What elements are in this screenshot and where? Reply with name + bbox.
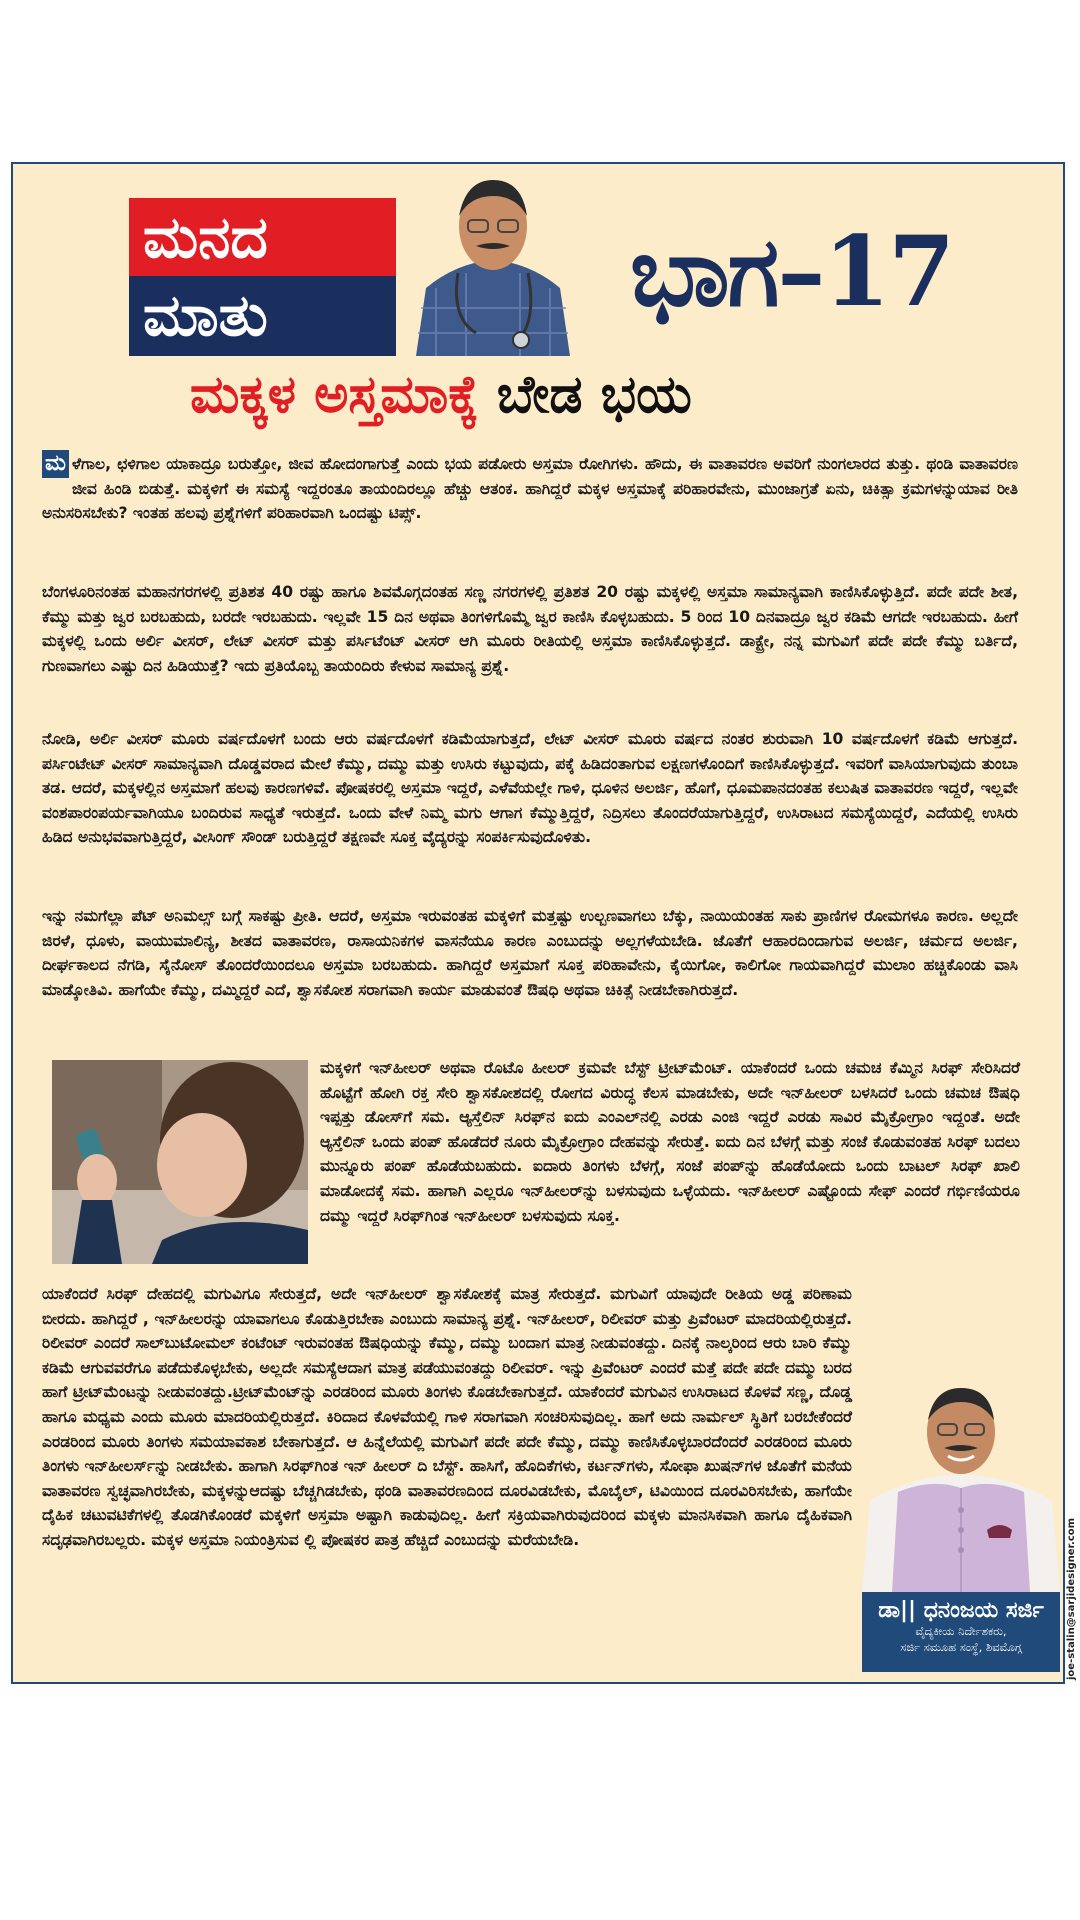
- article-paragraph-5: ಮಕ್ಕಳಿಗೆ ಇನ್‌ಹೀಲರ್ ಅಥವಾ ರೊಟೊ ಹೀಲರ್ ಕ್ರಮವೇ ಬೆಸ್ಟ್ ಟ್ರೀಟ್‌ಮೆಂಟ್. ಯಾಕೆಂದರೆ ಒಂದು ಚಮಚ ಕೆಮ್ಮಿನ ಸಿರಫ್ ಸೇರಿಸಿದರೆ ಹೊಟ್ಟೆಗೆ ಹೋಗಿ ರಕ್ತ ಸೇರಿ ಶ್ವಾಸಕೋಶದಲ್ಲಿ ರೋಗದ ವಿರುದ್ಧ ಕೆಲಸ ಮಾಡಬೇಕು, ಅದೇ ಇನ್‌ಹೀಲರ್ ಬಳಸಿದರೆ ಒಂದು ಚಮಚ ಔಷಧಿ ಇಪ್ಪತ್ತು ಡೋಸ್‌ಗೆ ಸಮ. ಆ್ಯಸ್ತೆಲಿನ್ ಸಿರಫ್‌ನ ಐದು ಎಂಎಲ್‌ನಲ್ಲಿ ಎರಡು ಎಂಜಿ ಇದ್ದರೆ ಎರಡು ಸಾವಿರ ಮೈಕ್ರೋಗ್ರಾಂ ಇದ್ದಂತೆ. ಅದೇ ಆ್ಯಸ್ತೆಲಿನ್ ಒಂದು ಪಂಪ್ ಹೊಡೆದರೆ ನೂರು ಮೈಕ್ರೋಗ್ರಾಂ ದೇಹವನ್ನು ಸೇರುತ್ತೆ. ಐದು ದಿನ ಬೆಳಗ್ಗೆ ಮತ್ತು ಸಂಜೆ ಕೊಡುವಂತಹ ಸಿರಫ್ ಬದಲು ಮುನ್ನೂರು ಪಂಪ್ ಹೊಡೆಯಬಹುದು. ಐದಾರು ತಿಂಗಳು ಬೆಳಗ್ಗೆ, ಸಂಜೆ ಪಂಪ್‌ನ್ನು ಹೊಡೆಯೋದು ಒಂದು ಬಾಟಲ್ ಸಿರಫ್ ಖಾಲಿ ಮಾಡೋದಕ್ಕೆ ಸಮ. ಹಾಗಾಗಿ ಎಲ್ಲರೂ ಇನ್‌ಹೀಲರ್‌ನ್ನು ಬಳಸುವುದು ಒಳ್ಳೆಯದು. ಇನ್‌ಹೀಲರ್ ಎಷ್ಟೊಂದು ಸೇಫ್ ಎಂದರೆ ಗರ್ಭಿಣಿಯರೂ ದಮ್ಮು ಇದ್ದರೆ ಸಿರಫ್‌ಗಿಂತ ಇನ್‌ಹೀಲರ್ ಬಳಸುವುದು ಸೂಕ್ತ.: [320, 1059, 1020, 1225]
- article-paragraph-6: ಯಾಕೆಂದರೆ ಸಿರಫ್ ದೇಹದಲ್ಲಿ ಮಗುವಿಗೂ ಸೇರುತ್ತದೆ, ಅದೇ ಇನ್‌ಹೀಲರ್ ಶ್ವಾಸಕೋಶಕ್ಕೆ ಮಾತ್ರ ಸೇರುತ್ತದೆ. ಮಗುವಿಗೆ ಯಾವುದೇ ರೀತಿಯ ಅಡ್ಡ ಪರಿಣಾಮ ಬೀರದು. ಹಾಗಿದ್ದರೆ , ಇನ್‌ಹೀಲರನ್ನು ಯಾವಾಗಲೂ ಕೊಡುತ್ತಿರಬೇಕಾ ಎಂಬುದು ಸಾಮಾನ್ಯ ಪ್ರಶ್ನೆ. ಇನ್‌ಹೀಲರ್, ರಿಲೀವರ್ ಮತ್ತು ಪ್ರಿವೆಂಟರ್ ಮಾದರಿಯಲ್ಲಿರುತ್ತದೆ. ರಿಲೀವರ್ ಎಂದರೆ ಸಾಲ್‌ಬುಟೋಮಲ್ ಕಂಟೆಂಟ್ ಇರುವಂತಹ ಔಷಧಿಯನ್ನು ಕೆಮ್ಮು, ದಮ್ಮು ಬಂದಾಗ ಮಾತ್ರ ನೀಡುವಂತದ್ದು. ದಿನಕ್ಕೆ ನಾಲ್ಕರಿಂದ ಆರು ಬಾರಿ ಕೆಮ್ಮು ಕಡಿಮೆ ಆಗುವವರೆಗೂ ಪಡೆದುಕೊಳ್ಳಬೇಕು, ಅಲ್ಲದೇ ಸಮಸ್ಯೆಆದಾಗ ಮಾತ್ರ ಪಡೆಯುವಂತದ್ದು ರಿಲೀವರ್. ಇನ್ನು ಪ್ರಿವೆಂಟರ್ ಎಂದರೆ ಮತ್ತೆ ಪದೇ ಪದೇ ದಮ್ಮು ಬರದ ಹಾಗೆ ಟ್ರೀಟ್‌ಮೆಂಟನ್ನು ನೀಡುವಂತದ್ದು.ಟ್ರೀಟ್‌ಮೆಂಟ್‌ನ್ನು ಎರಡರಿಂದ ಮೂರು ತಿಂಗಳು ಕೊಡಬೇಕಾಗುತ್ತದೆ. ಯಾಕೆಂದರೆ ಮಗುವಿನ ಉಸಿರಾಟದ ಕೊಳವೆ ಸಣ್ಣ, ದೊಡ್ಡ ಹಾಗೂ ಮಧ್ಯಮ ಎಂದು ಮೂರು ಮಾದರಿಯಲ್ಲಿರುತ್ತದೆ. ಕಿರಿದಾದ ಕೊಳವೆಯಲ್ಲಿ ಗಾಳಿ ಸರಾಗವಾಗಿ ಸಂಚರಿಸುವುದಿಲ್ಲ. ಹಾಗೆ ಅದು ನಾರ್ಮಲ್ ಸ್ಥಿತಿಗೆ ಬರಬೇಕೆಂದರೆ ಎರಡರಿಂದ ಮೂರು ತಿಂಗಳು ಸಮಯಾವಕಾಶ ಬೇಕಾಗುತ್ತದೆ. ಆ ಹಿನ್ನೆಲೆಯಲ್ಲಿ ಮಗುವಿಗೆ ಪದೇ ಪದೇ ಕೆಮ್ಮು, ದಮ್ಮು ಕಾಣಿಸಿಕೊಳ್ಳಬಾರದೆಂದರೆ ಎರಡರಿಂದ ಮೂರು ತಿಂಗಳು ಇನ್‌ಹೀಲರ್ಸ್‌ನ್ನು ನೀಡಬೇಕು. ಹಾಗಾಗಿ ಸಿರಫ್‌ಗಿಂತ ಇನ್ ಹೀಲರ್ ದಿ ಬೆಸ್ಟ್. ಹಾಸಿಗೆ, ಹೊದಿಕೆಗಳು, ಕರ್ಟನ್‌ಗಳು, ಸೋಫಾ ಖುಷನ್‌ಗಳ ಜೊತೆಗೆ ಮನೆಯ ವಾತಾವರಣ ಸ್ವಚ್ಛವಾಗಿರಬೇಕು, ಮಕ್ಕಳನ್ನುಆದಷ್ಟು ಬೆಚ್ಚಗಿಡಬೇಕು, ಥಂಡಿ ವಾತಾವರಣದಿಂದ ದೂರವಿಡಬೇಕು, ಮೊಬೈಲ್, ಟಿವಿಯಿಂದ ದೂರವಿರಿಸಬೇಕು, ಹಾಗೆಯೇ ದೈಹಿಕ ಚಟುವಟಿಕೆಗಳಲ್ಲಿ ತೊಡಗಿಕೊಂಡರೆ ಮಕ್ಕಳಿಗೆ ಅಸ್ತಮಾ ಅಷ್ಟಾಗಿ ಕಾಡುವುದಿಲ್ಲ. ಹೀಗೆ ಸಕ್ರಿಯವಾಗಿರುವುದರಿಂದ ಮಕ್ಕಳು ಮಾನಸಿಕವಾಗಿ ಹಾಗೂ ದೈಹಿಕವಾಗಿ ಸದೃಢವಾಗಿರಬಲ್ಲರು. ಮಕ್ಕಳ ಅಸ್ತಮಾ ನಿಯಂತ್ರಿಸುವ ಲ್ಲಿ ಪೋಷಕರ ಪಾತ್ರ ಹೆಚ್ಚಿದೆ ಎಂಬುದನ್ನು ಮರೆಯಬೇಡಿ.: [42, 1285, 852, 1549]
- author-name: ಡಾ|| ಧನಂಜಯ ಸರ್ಜಿ: [878, 1598, 1044, 1623]
- author-name-box: [862, 1592, 1060, 1672]
- author-portrait: [862, 1380, 1060, 1592]
- article-paragraph-2: ಬೆಂಗಳೂರಿನಂತಹ ಮಹಾನಗರಗಳಲ್ಲಿ ಪ್ರತಿಶತ 40 ರಷ್ಟು ಹಾಗೂ ಶಿವಮೊಗ್ಗದಂತಹ ಸಣ್ಣ ನಗರಗಳಲ್ಲಿ ಪ್ರತಿಶತ 20 ರಷ್ಟು ಮಕ್ಕಳಲ್ಲಿ ಅಸ್ತಮಾ ಸಾಮಾನ್ಯವಾಗಿ ಕಾಣಿಸಿಕೊಳ್ಳುತ್ತಿದೆ. ಪದೇ ಪದೇ ಶೀತ, ಕೆಮ್ಮು ಮತ್ತು ಜ್ವರ ಬರಬಹುದು, ಬರದೇ ಇರಬಹುದು. ಇಲ್ಲವೇ 15 ದಿನ ಅಥವಾ ತಿಂಗಳಿಗೊಮ್ಮೆ ಜ್ವರ ಕಾಣಿಸಿ ಕೊಳ್ಳಬಹುದು. 5 ರಿಂದ 10 ದಿನವಾದ್ರೂ ಜ್ವರ ಕಡಿಮೆ ಆಗದೇ ಇರಬಹುದು. ಹೀಗೆ ಮಕ್ಕಳಲ್ಲಿ ಒಂದು ಅರ್ಲಿ ವೀಸರ್, ಲೇಟ್ ವೀಸರ್ ಮತ್ತು ಪರ್ಸಿಟೆಂಟ್ ವೀಸರ್ ಆಗಿ ಮೂರು ರೀತಿಯಲ್ಲಿ ಅಸ್ತಮಾ ಕಾಣಿಸಿಕೊಳ್ಳುತ್ತದೆ. ಡಾಕ್ಟ್ರೇ, ನನ್ನ ಮಗುವಿಗೆ ಪದೇ ಪದೇ ಕೆಮ್ಮು ಬರ್ತಿದೆ, ಗುಣವಾಗಲು ಎಷ್ಟು ದಿನ ಹಿಡಿಯುತ್ತೆ? ಇದು ಪ್ರತಿಯೊಬ್ಬ ತಾಯಂದಿರು ಕೇಳುವ ಸಾಮಾನ್ಯ ಪ್ರಶ್ನೆ.: [42, 583, 1018, 675]
- headline-red: ಮಕ್ಕಳ ಅಸ್ತಮಾಕ್ಕೆ: [190, 365, 479, 425]
- article-paragraph-4: ಇನ್ನು ನಮಗೆಲ್ಲಾ ಪೆಟ್ ಅನಿಮಲ್ಸ್ ಬಗ್ಗೆ ಸಾಕಷ್ಟು ಪ್ರೀತಿ. ಆದರೆ, ಅಸ್ತಮಾ ಇರುವಂತಹ ಮಕ್ಕಳಿಗೆ ಮತ್ತಷ್ಟು ಉಲ್ಬಣವಾಗಲು ಬೆಕ್ಕು, ನಾಯಿಯಂತಹ ಸಾಕು ಪ್ರಾಣಿಗಳ ರೋಮಗಳೂ ಕಾರಣ. ಅಲ್ಲದೇ ಜಿರಳೆ, ಧೂಳು, ವಾಯುಮಾಲಿನ್ಯ, ಶೀತದ ವಾತಾವರಣ, ರಾಸಾಯನಿಕಗಳ ವಾಸನೆಯೂ ಕಾರಣ ಎಂಬುದನ್ನು ಅಲ್ಲಗಳೆಯಬೇಡಿ. ಜೊತೆಗೆ ಆಹಾರದಿಂದಾಗುವ ಅಲರ್ಜಿ, ಚರ್ಮದ ಅಲರ್ಜಿ, ದೀರ್ಘಕಾಲದ ನೆಗಡಿ, ಸೈನೋಸ್ ತೊಂದರೆಯಿಂದಲೂ ಅಸ್ತಮಾ ಬರಬಹುದು. ಹಾಗಿದ್ದರೆ ಅಸ್ತಮಾಗೆ ಸೂಕ್ತ ಪರಿಹಾವೇನು, ಕೈಯಿಗೋ, ಕಾಲಿಗೋ ಗಾಯವಾಗಿದ್ದರೆ ಮುಲಾಂ ಹಚ್ಚಿಕೊಂಡು ವಾಸಿ ಮಾಡ್ಕೋತಿವಿ. ಹಾಗೆಯೇ ಕೆಮ್ಮು, ದಮ್ಮಿದ್ದರೆ ಎದೆ, ಶ್ವಾಸಕೋಶ ಸರಾಗವಾಗಿ ಕಾರ್ಯ ಮಾಡುವಂತೆ ಔಷಧಿ ಅಥವಾ ಚಿಕಿತ್ಸೆ ನೀಡಬೇಕಾಗಿರುತ್ತದೆ.: [42, 907, 1018, 999]
- drop-cap: ಮ: [42, 450, 69, 478]
- paragraph-1-text: ಳೆಗಾಲ, ಛಳಿಗಾಲ ಯಾಕಾದ್ರೂ ಬರುತ್ತೋ, ಜೀವ ಹೋದಂಗಾಗುತ್ತೆ ಎಂದು ಭಯ ಪಡೋರು ಅಸ್ತಮಾ ರೋಗಿಗಳು. ಹೌದು, ಈ ವಾತಾವರಣ ಅವರಿಗೆ ನುಂಗಲಾರದ ತುತ್ತು. ಥಂಡಿ ವಾತಾವರಣ ಜೀವ ಹಿಂಡಿ ಬಿಡುತ್ತೆ. ಮಕ್ಕಳಿಗೆ ಈ ಸಮಸ್ಯೆ ಇದ್ದರಂತೂ ತಾಯಂದಿರಲ್ಲೂ ಹೆಚ್ಚು ಆತಂಕ. ಹಾಗಿದ್ದರೆ ಮಕ್ಕಳ ಅಸ್ತಮಾಕ್ಕೆ ಪರಿಹಾರವೇನು, ಮುಂಜಾಗ್ರತೆ ಏನು, ಚಿಕಿತ್ಸಾ ಕ್ರಮಗಳನ್ನುಯಾವ ರೀತಿ ಅನುಸರಿಸಬೇಕು? ಇಂತಹ ಹಲವು ಪ್ರಶ್ನೆಗಳಿಗೆ ಪರಿಹಾರವಾಗಿ ಒಂದಷ್ಟು ಟಿಪ್ಸ್.: [42, 455, 1018, 523]
- masthead-line-2: ಮಾತು: [143, 281, 268, 349]
- part-number: ಭಾಗ–17: [630, 215, 953, 328]
- article-paragraph-intro: [42, 452, 1018, 526]
- designer-credit: joe-stalin@sarjidesigner.com: [1066, 1517, 1077, 1680]
- masthead-line-1: ಮನದ: [143, 203, 268, 271]
- headline: [190, 365, 910, 435]
- author-role: ವೈದ್ಯಕೀಯ ನಿರ್ದೇಶಕರು,: [915, 1624, 1007, 1638]
- child-inhaler-photo: [52, 1060, 308, 1264]
- author-organization: ಸರ್ಜಿ ಸಮೂಹ ಸಂಸ್ಥೆ, ಶಿವಮೊಗ್ಗ: [900, 1640, 1022, 1654]
- headline-black: ಬೇಡ ಭಯ: [496, 365, 692, 425]
- doctor-portrait-header: [396, 168, 590, 356]
- article-paragraph-3: ನೋಡಿ, ಅರ್ಲಿ ವೀಸರ್ ಮೂರು ವರ್ಷದೊಳಗೆ ಬಂದು ಆರು ವರ್ಷದೊಳಗೆ ಕಡಿಮೆಯಾಗುತ್ತದೆ, ಲೇಟ್ ವೀಸರ್ ಮೂರು ವರ್ಷದ ನಂತರ ಶುರುವಾಗಿ 10 ವರ್ಷದೊಳಗೆ ಕಡಿಮೆ ಆಗುತ್ತದೆ. ಪರ್ಸಿಂಟೇಟ್ ವೀಸರ್ ಸಾಮಾನ್ಯವಾಗಿ ದೊಡ್ಡವರಾದ ಮೇಲೆ ಕೆಮ್ಮು, ದಮ್ಮು ಮತ್ತು ಉಸಿರು ಕಟ್ಟುವುದು, ಪಕ್ಕೆ ಹಿಡಿದಂತಾಗುವ ಲಕ್ಷಣಗಳೊಂದಿಗೆ ಕಾಣಿಸಿಕೊಳ್ಳುತ್ತದೆ. ಇವರಿಗೆ ವಾಸಿಯಾಗುವುದು ತುಂಬಾ ತಡ. ಆದರೆ, ಮಕ್ಕಳಲ್ಲಿನ ಅಸ್ತಮಾಗೆ ಹಲವು ಕಾರಣಗಳಿವೆ. ಪೋಷಕರಲ್ಲಿ ಅಸ್ತಮಾ ಇದ್ದರೆ, ಎಳೆವೆಯಲ್ಲೇ ಗಾಳಿ, ಧೂಳಿನ ಅಲರ್ಜಿ, ಹೊಗೆ, ಧೂಮಪಾನದಂತಹ ಕಲುಷಿತ ವಾತಾವರಣ ಇದ್ದರೆ, ಇಲ್ಲವೇ ವಂಶಪಾರಂಪರ್ಯವಾಗಿಯೂ ಬಂದಿರುವ ಸಾಧ್ಯತೆ ಇರುತ್ತದೆ. ಒಂದು ವೇಳೆ ನಿಮ್ಮ ಮಗು ಆಗಾಗ ಕೆಮ್ಮುತ್ತಿದ್ದರೆ, ನಿದ್ರಿಸಲು ತೊಂದರೆಯಾಗುತ್ತಿದ್ದರೆ, ಉಸಿರಾಟದ ಸಮಸ್ಯೆಯಿದ್ದರೆ, ಎದೆಯಲ್ಲಿ ಉಸಿರು ಹಿಡಿದ ಅನುಭವವಾಗುತ್ತಿದ್ದರೆ, ವೀಸಿಂಗ್ ಸೌಂಡ್ ಬರುತ್ತಿದ್ದರೆ ತಕ್ಷಣವೇ ಸೂಕ್ತ ವೈದ್ಯರನ್ನು ಸಂಪರ್ಕಿಸುವುದೊಳಿತು.: [42, 730, 1018, 847]
